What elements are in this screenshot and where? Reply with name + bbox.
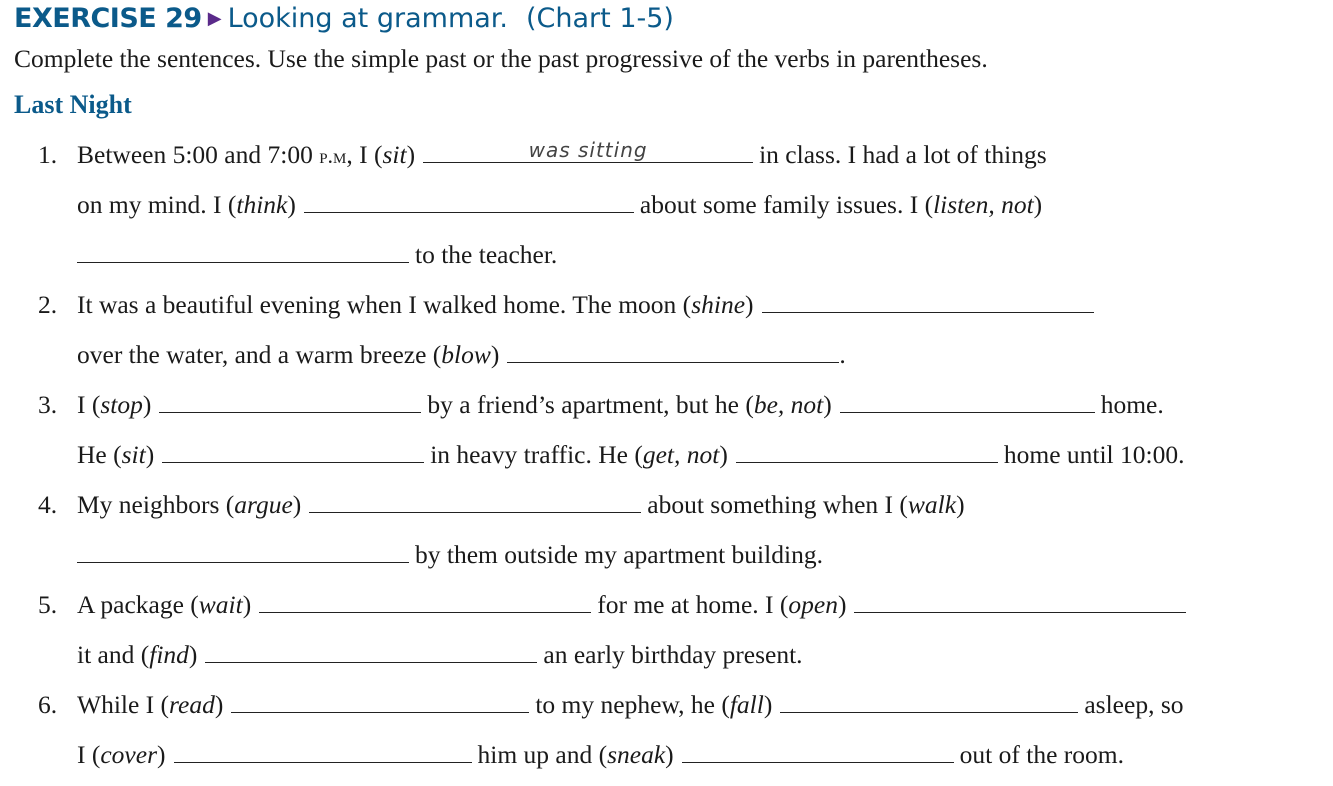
right-triangle-icon: ▶ xyxy=(207,8,222,29)
verb-hint: get, not xyxy=(642,440,720,469)
item-5-line-1: 5. A package (wait) for me at home. I (open) xyxy=(0,589,1333,621)
answer-blank[interactable] xyxy=(159,390,421,413)
verb-hint: cover xyxy=(100,740,157,769)
item-number: 3. xyxy=(38,390,58,419)
verb-hint: fall xyxy=(729,690,764,719)
answer-blank[interactable] xyxy=(780,690,1078,713)
answer-blank[interactable] xyxy=(231,690,529,713)
instructions: Complete the sentences. Use the simple past or the past progressive of the verbs in parentheses. xyxy=(14,44,988,73)
filled-answer: was sitting xyxy=(528,138,648,162)
item-6-line-1: 6. While I (read) to my nephew, he (fall) asleep, so xyxy=(38,690,1184,719)
answer-blank[interactable] xyxy=(682,740,954,763)
answer-blank[interactable] xyxy=(854,590,1186,613)
exercise-title: Looking at grammar. xyxy=(227,3,508,34)
item-1-line-2: on my mind. I (think) about some family issues. I (listen, not) xyxy=(77,190,1043,219)
verb-hint: wait xyxy=(198,590,243,619)
exercise-label: EXERCISE 29 xyxy=(14,3,202,34)
item-1-line-1: 1. Between 5:00 and 7:00 p.m, I (sit) was sitting in class. I had a lot of things xyxy=(38,138,1047,169)
item-5-line-2: it and (find) an early birthday present. xyxy=(77,640,803,669)
section-title: Last Night xyxy=(14,90,132,119)
chart-reference: (Chart 1-5) xyxy=(526,3,674,34)
answer-blank[interactable] xyxy=(162,440,424,463)
verb-hint: shine xyxy=(691,290,746,319)
answer-blank[interactable] xyxy=(762,290,1094,313)
item-number: 5. xyxy=(38,590,58,619)
item-3-line-2: He (sit) in heavy traffic. He (get, not) home until 10:00. xyxy=(77,440,1185,469)
item-4-line-2: by them outside my apartment building. xyxy=(0,539,1333,571)
item-3-line-1: 3. I (stop) by a friend’s apartment, but he (be, not) home. xyxy=(38,390,1164,419)
answer-blank[interactable] xyxy=(423,140,753,163)
answer-blank[interactable] xyxy=(507,340,839,363)
verb-hint: walk xyxy=(907,490,957,519)
verb-hint: sneak xyxy=(607,740,666,769)
item-2-line-2: over the water, and a warm breeze (blow) . xyxy=(77,340,846,369)
answer-blank[interactable] xyxy=(205,640,537,663)
item-6-line-2: I (cover) him up and (sneak) out of the room. xyxy=(77,740,1124,769)
item-2-line-1: 2. It was a beautiful evening when I walked home. The moon (shine) xyxy=(0,289,1333,321)
verb-hint: argue xyxy=(234,490,293,519)
item-4-line-1: 4. My neighbors (argue) about something when I (walk) xyxy=(38,490,965,519)
item-number: 4. xyxy=(38,490,58,519)
verb-hint: sit xyxy=(382,140,407,169)
answer-blank[interactable] xyxy=(840,390,1095,413)
item-number: 6. xyxy=(38,690,58,719)
verb-hint: find xyxy=(149,640,189,669)
verb-hint: sit xyxy=(121,440,146,469)
verb-hint: blow xyxy=(441,340,491,369)
item-number: 2. xyxy=(38,290,58,319)
verb-hint: be, not xyxy=(753,390,824,419)
verb-hint: read xyxy=(169,690,215,719)
answer-blank[interactable] xyxy=(304,190,634,213)
item-1-line-3: to the teacher. xyxy=(0,239,1333,271)
verb-hint: stop xyxy=(100,390,143,419)
answer-blank[interactable] xyxy=(309,490,641,513)
answer-blank[interactable] xyxy=(174,740,472,763)
answer-blank[interactable] xyxy=(77,540,409,563)
answer-blank[interactable] xyxy=(77,240,409,263)
verb-hint: think xyxy=(236,190,288,219)
item-number: 1. xyxy=(38,140,58,169)
answer-blank[interactable] xyxy=(736,440,998,463)
answer-blank[interactable] xyxy=(259,590,591,613)
verb-hint: open xyxy=(788,590,838,619)
exercise-header xyxy=(14,3,674,39)
verb-hint: listen, not xyxy=(933,190,1034,219)
